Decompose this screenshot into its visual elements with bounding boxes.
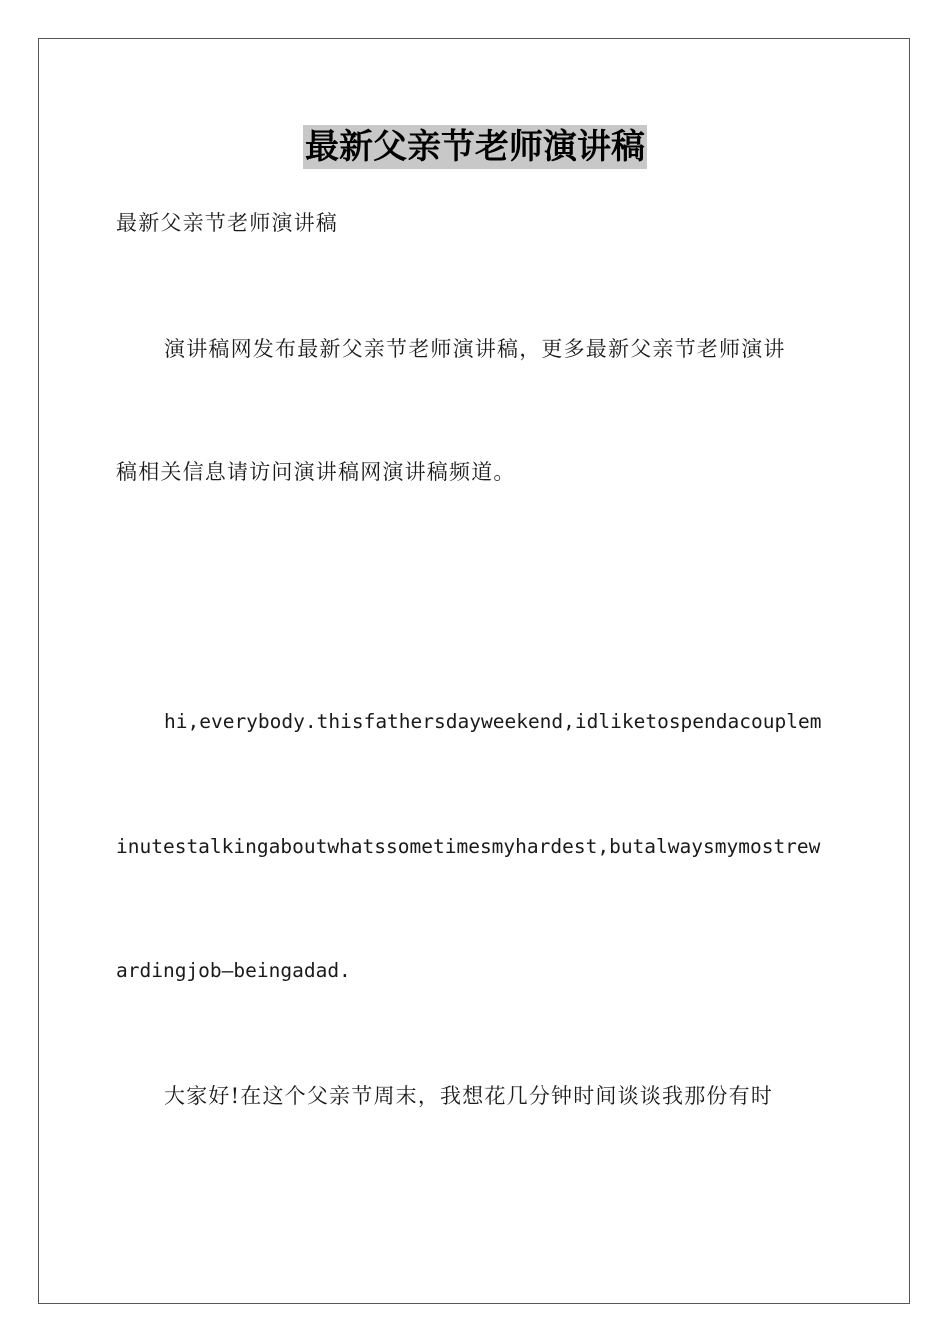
title-container <box>0 125 950 169</box>
subtitle-line: 最新父亲节老师演讲稿 <box>116 211 338 235</box>
english-paragraph-line-3: ardingjob–beingadad. <box>116 959 351 982</box>
chinese-paragraph-line-1: 大家好!在这个父亲节周末，我想花几分钟时间谈谈我那份有时 <box>164 1084 774 1108</box>
english-paragraph-line-2: inutestalkingaboutwhatssometimesmyhardest,butalwaysmymostrew <box>116 835 821 858</box>
english-paragraph-line-1: hi,everybody.thisfathersdayweekend,idliketospendacouplem <box>164 710 822 733</box>
document-title: 最新父亲节老师演讲稿 <box>305 127 645 167</box>
intro-paragraph-line-1: 演讲稿网发布最新父亲节老师演讲稿，更多最新父亲节老师演讲 <box>164 337 786 361</box>
intro-paragraph-line-2: 稿相关信息请访问演讲稿网演讲稿频道。 <box>116 460 516 484</box>
